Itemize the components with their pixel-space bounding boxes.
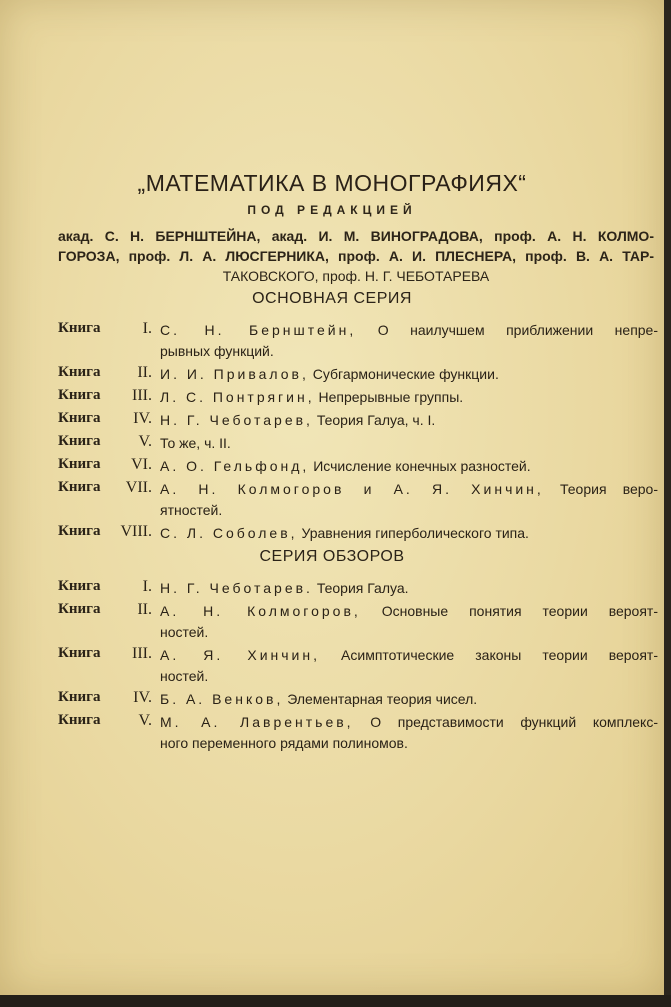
book-entry: [58, 456, 658, 477]
book-label: Книга: [58, 433, 101, 449]
book-author: И. И. Привалов,: [160, 366, 309, 382]
book-description: [160, 689, 658, 710]
book-title: Субгармонические функции.: [312, 366, 499, 382]
book-title: То же, ч. II.: [160, 435, 231, 451]
book-author: С. Л. Соболев,: [160, 525, 298, 541]
editors-line: ГОРОЗА, проф. Л. А. ЛЮСГЕРНИКА, проф. А. И. ПЛЕСНЕРА, проф. В. А. ТАР-: [58, 248, 654, 264]
page-edge: [0, 995, 671, 1007]
book-title: Теория веро-: [560, 481, 659, 497]
book-description: [160, 456, 658, 477]
book-title-continued: ного переменного рядами полиномов.: [160, 735, 408, 751]
book-entry: [58, 523, 658, 544]
book-label: Книга: [58, 479, 101, 495]
book-label: Книга: [58, 578, 101, 594]
book-title-continued: рывных функций.: [160, 343, 274, 359]
book-description: [160, 433, 658, 454]
book-number: IV.: [133, 689, 152, 706]
review-series-list: [58, 578, 658, 756]
book-number: III.: [132, 387, 152, 404]
book-label: Книга: [58, 601, 101, 617]
book-entry: [58, 387, 658, 408]
editors-line: ТАКОВСКОГО, проф. Н. Г. ЧЕБОТАРЕВА: [222, 268, 490, 284]
book-description: [160, 364, 658, 385]
book-entry: [58, 433, 658, 454]
book-author: А. О. Гельфонд,: [160, 458, 310, 474]
main-series-list: [58, 320, 658, 546]
book-number: I.: [142, 578, 152, 595]
book-title: Асимптотические законы теории вероят-: [341, 647, 658, 663]
book-label: Книга: [58, 689, 101, 705]
book-label: Книга: [58, 645, 101, 661]
book-entry: [58, 645, 658, 687]
book-title: Теория Галуа, ч. I.: [316, 412, 436, 428]
book-entry: [58, 479, 658, 521]
book-title-continued: ностей.: [160, 668, 209, 684]
book-author: Л. С. Понтрягин,: [160, 389, 315, 405]
book-description: [160, 601, 658, 643]
review-series-heading: СЕРИЯ ОБЗОРОВ: [259, 548, 405, 565]
book-description: [160, 479, 658, 521]
book-label: Книга: [58, 320, 101, 336]
book-author: Н. Г. Чеботарев.: [160, 580, 313, 596]
book-title-continued: ятностей.: [160, 502, 223, 518]
book-number: I.: [142, 320, 152, 337]
book-title: Уравнения гиперболического типа.: [301, 525, 529, 541]
book-author: М. А. Лаврентьев,: [160, 714, 354, 730]
book-number: VII.: [125, 479, 152, 496]
book-title: О представимости функций комплекс-: [370, 714, 659, 730]
book-description: [160, 320, 658, 362]
book-title: Непрерывные группы.: [318, 389, 464, 405]
book-author: А. Я. Хинчин,: [160, 647, 320, 663]
book-entry: [58, 578, 658, 599]
book-author: Н. Г. Чеботарев,: [160, 412, 313, 428]
page-edge: [664, 0, 671, 1007]
book-number: II.: [137, 364, 152, 381]
book-number: V.: [138, 712, 152, 729]
book-description: [160, 712, 658, 754]
book-label: Книга: [58, 456, 101, 472]
book-entry: [58, 601, 658, 643]
book-title: Основные понятия теории вероят-: [381, 603, 658, 619]
book-number: VIII.: [120, 523, 152, 540]
book-author: А. Н. Колмогоров и А. Я. Хинчин,: [160, 481, 544, 497]
book-entry: [58, 320, 658, 362]
book-title: О наилучшем приближении непре-: [377, 322, 659, 338]
book-entry: [58, 364, 658, 385]
editors-header: ПОД РЕДАКЦИЕЙ: [247, 203, 417, 217]
book-description: [160, 410, 658, 431]
book-number: IV.: [133, 410, 152, 427]
editors-list: [58, 226, 654, 286]
book-entry: [58, 712, 658, 754]
book-title: Теория Галуа.: [316, 580, 409, 596]
book-label: Книга: [58, 712, 101, 728]
book-entry: [58, 689, 658, 710]
book-author: Б. А. Венков,: [160, 691, 284, 707]
book-entry: [58, 410, 658, 431]
book-number: V.: [138, 433, 152, 450]
editors-line: акад. С. Н. БЕРНШТЕЙНА, акад. И. М. ВИНОГРАДОВА, проф. А. Н. КОЛМО-: [58, 228, 654, 244]
book-label: Книга: [58, 387, 101, 403]
book-title: Исчисление конечных разностей.: [313, 458, 531, 474]
book-description: [160, 523, 658, 544]
series-title: „МАТЕМАТИКА В МОНОГРАФИЯХ“: [137, 170, 527, 196]
main-series-heading: ОСНОВНАЯ СЕРИЯ: [252, 290, 412, 307]
book-author: А. Н. Колмогоров,: [160, 603, 361, 619]
book-author: С. Н. Бернштейн,: [160, 322, 357, 338]
book-number: VI.: [131, 456, 152, 473]
book-label: Книга: [58, 364, 101, 380]
book-title: Элементарная теория чисел.: [287, 691, 478, 707]
book-label: Книга: [58, 523, 101, 539]
book-label: Книга: [58, 410, 101, 426]
book-description: [160, 578, 658, 599]
book-description: [160, 645, 658, 687]
book-number: II.: [137, 601, 152, 618]
book-title-continued: ностей.: [160, 624, 209, 640]
book-description: [160, 387, 658, 408]
book-number: III.: [132, 645, 152, 662]
